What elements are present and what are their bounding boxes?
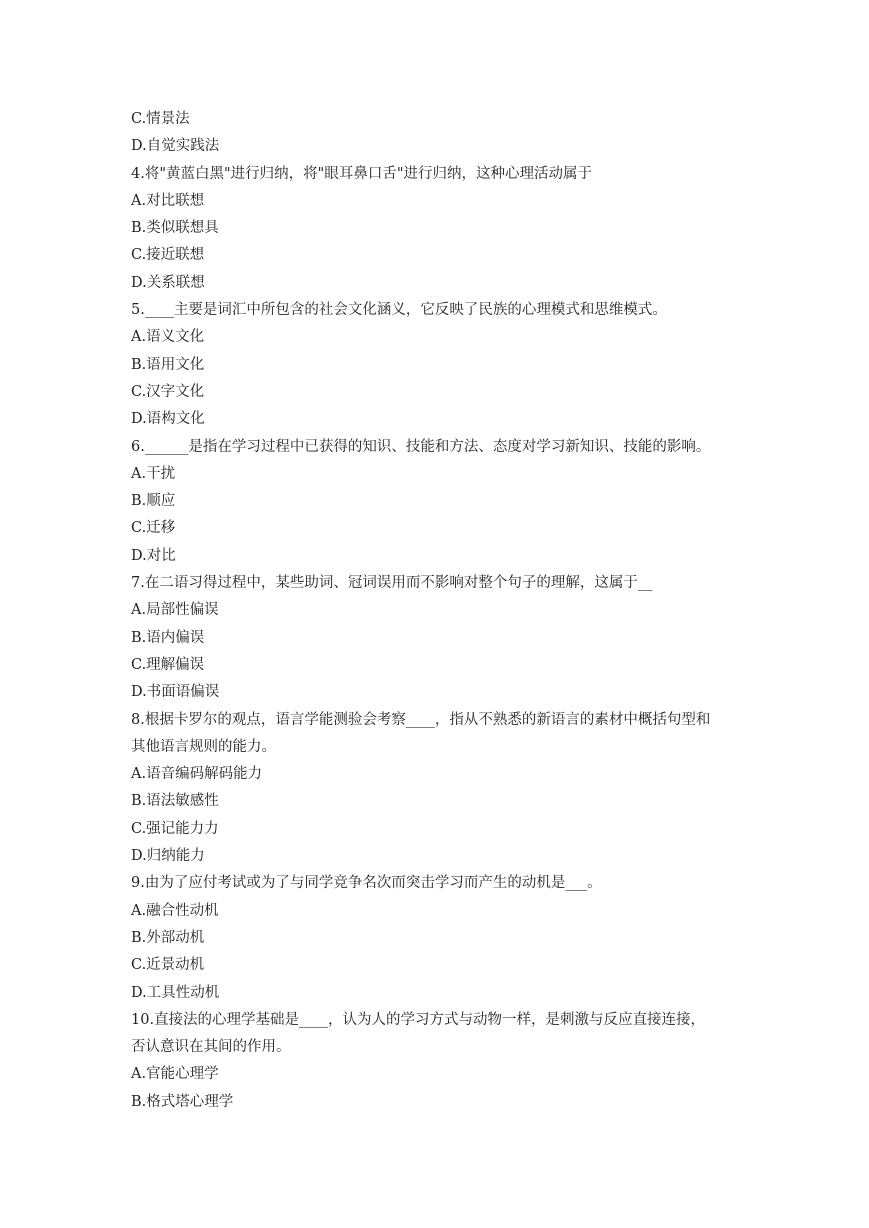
text-line: C.迁移 xyxy=(131,520,176,537)
text-line: A.融合性动机 xyxy=(131,902,219,919)
text-line: B.语用文化 xyxy=(131,356,205,373)
text-line: 9.由为了应付考试或为了与同学竞争名次而突击学习而产生的动机是___。 xyxy=(131,875,602,892)
text-line: 6.______是指在学习过程中已获得的知识、技能和方法、态度对学习新知识、技能的影响。 xyxy=(131,438,711,455)
text-line: B.顺应 xyxy=(131,493,176,510)
text-line: A.干扰 xyxy=(131,465,176,482)
text-line: B.格式塔心理学 xyxy=(131,1093,234,1110)
text-line: C.理解偏误 xyxy=(131,656,205,673)
text-line: D.关系联想 xyxy=(131,274,205,291)
text-line: 其他语言规则的能力。 xyxy=(131,738,276,755)
text-line: A.语义文化 xyxy=(131,329,205,346)
text-line: 10.直接法的心理学基础是____，认为人的学习方式与动物一样，是刺激与反应直接连接， xyxy=(131,1011,706,1028)
text-line: A.官能心理学 xyxy=(131,1066,219,1083)
text-line: C.近景动机 xyxy=(131,957,205,974)
text-line: A.局部性偏误 xyxy=(131,602,219,619)
text-line: B.类似联想具 xyxy=(131,220,219,237)
text-line: D.对比 xyxy=(131,547,176,564)
text-line: D.书面语偏误 xyxy=(131,684,220,701)
text-line: D.语构文化 xyxy=(131,411,205,428)
text-line: A.对比联想 xyxy=(131,192,205,209)
text-line: 5.____主要是词汇中所包含的社会文化涵义，它反映了民族的心理模式和思维模式。 xyxy=(131,302,667,319)
text-line: 8.根据卡罗尔的观点，语言学能测验会考察____，指从不熟悉的新语言的素材中概括句型和 xyxy=(131,711,711,728)
text-line: B.外部动机 xyxy=(131,929,205,946)
text-line: 4.将"黄蓝白黑"进行归纳，将"眼耳鼻口舌"进行归纳，这种心理活动属于 xyxy=(131,165,593,182)
document-page xyxy=(131,106,741,1116)
text-line: D.归纳能力 xyxy=(131,848,205,865)
text-line: C.汉字文化 xyxy=(131,383,205,400)
text-line: B.语内偏误 xyxy=(131,629,205,646)
text-line: 否认意识在其间的作用。 xyxy=(131,1039,291,1056)
text-line: 7.在二语习得过程中，某些助词、冠词误用而不影响对整个句子的理解，这属于__ xyxy=(131,575,653,592)
text-line: D.工具性动机 xyxy=(131,984,220,1001)
text-line: C.强记能力力 xyxy=(131,820,219,837)
text-line: C.接近联想 xyxy=(131,247,205,264)
text-line: D.自觉实践法 xyxy=(131,138,220,155)
text-line: B.语法敏感性 xyxy=(131,793,219,810)
text-line: C.情景法 xyxy=(131,111,190,127)
text-line: A.语音编码解码能力 xyxy=(131,766,263,783)
